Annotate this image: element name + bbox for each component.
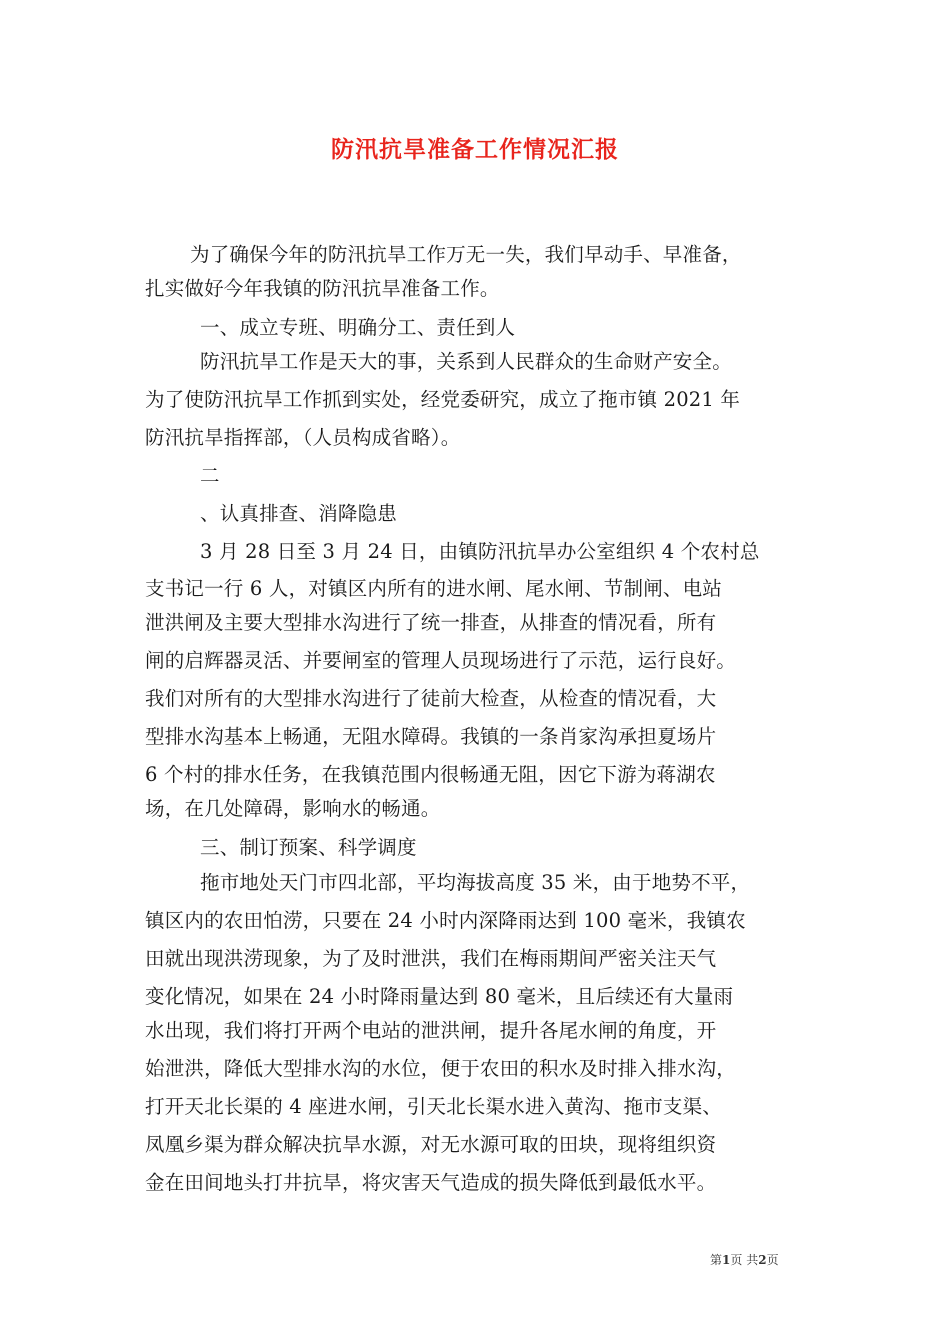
body-line: 田就出现洪涝现象，为了及时泄洪，我们在梅雨期间严密关注天气 — [145, 947, 717, 970]
body-line: 凤凰乡渠为群众解决抗旱水源，对无水源可取的田块，现将组织资 — [145, 1133, 717, 1156]
body-line: 防汛抗旱指挥部，（人员构成省略）。 — [145, 426, 461, 449]
body-line: 泄洪闸及主要大型排水沟进行了统一排查，从排查的情况看，所有 — [145, 611, 717, 634]
body-line: 6 个村的排水任务，在我镇范围内很畅通无阻，因它下游为蒋湖农 — [145, 763, 716, 786]
body-line: 拖市地处天门市四北部，平均海拔高度 35 米，由于地势不平， — [200, 871, 751, 894]
body-line: 变化情况，如果在 24 小时降雨量达到 80 毫米，且后续还有大量雨 — [145, 985, 734, 1008]
body-line: 支书记一行 6 人，对镇区内所有的进水闸、尾水闸、节制闸、电站 — [145, 577, 723, 600]
body-line: 水出现，我们将打开两个电站的泄洪闸，提升各尾水闸的角度，开 — [145, 1019, 717, 1042]
document-title: 防汛抗旱准备工作情况汇报 — [331, 136, 619, 163]
section-heading: 一、成立专班、明确分工、责任到人 — [200, 316, 516, 339]
body-line: 防汛抗旱工作是天大的事，关系到人民群众的生命财产安全。 — [200, 350, 732, 373]
body-line: 为了确保今年的防汛抗旱工作万无一失，我们早动手、早准备， — [190, 243, 742, 266]
page-number-middle: 页 共 — [730, 1253, 759, 1267]
body-line: 金在田间地头打井抗旱，将灾害天气造成的损失降低到最低水平。 — [145, 1171, 717, 1194]
body-line: 始泄洪，降低大型排水沟的水位，便于农田的积水及时排入排水沟， — [145, 1057, 737, 1080]
body-line: 闸的启辉器灵活、并要闸室的管理人员现场进行了示范，运行良好。 — [145, 649, 737, 672]
section-heading: 、认真排查、消降隐患 — [200, 502, 398, 525]
body-line: 我们对所有的大型排水沟进行了徒前大检查，从检查的情况看，大 — [145, 687, 717, 710]
body-line: 型排水沟基本上畅通，无阻水障碍。我镇的一条肖家沟承担夏场片 — [145, 725, 717, 748]
page-number-prefix: 第 — [710, 1253, 723, 1267]
body-line: 扎实做好今年我镇的防汛抗旱准备工作。 — [145, 277, 500, 300]
body-line: 为了使防汛抗旱工作抓到实处，经党委研究，成立了拖市镇 2021 年 — [145, 388, 741, 411]
section-heading-number: 二 — [200, 464, 220, 487]
body-line: 3 月 28 日至 3 月 24 日，由镇防汛抗旱办公室组织 4 个农村总 — [200, 540, 760, 563]
body-line: 打开天北长渠的 4 座进水闸，引天北长渠水进入黄沟、拖市支渠、 — [145, 1095, 723, 1118]
page-number-total: 2 — [758, 1253, 767, 1267]
body-line: 场，在几处障碍，影响水的畅通。 — [145, 797, 441, 820]
section-heading: 三、制订预案、科学调度 — [200, 836, 417, 859]
page-number — [710, 1252, 779, 1268]
page-number-suffix: 页 — [766, 1253, 779, 1267]
page-number-current: 1 — [722, 1253, 731, 1267]
body-line: 镇区内的农田怕涝，只要在 24 小时内深降雨达到 100 毫米，我镇农 — [145, 909, 746, 932]
